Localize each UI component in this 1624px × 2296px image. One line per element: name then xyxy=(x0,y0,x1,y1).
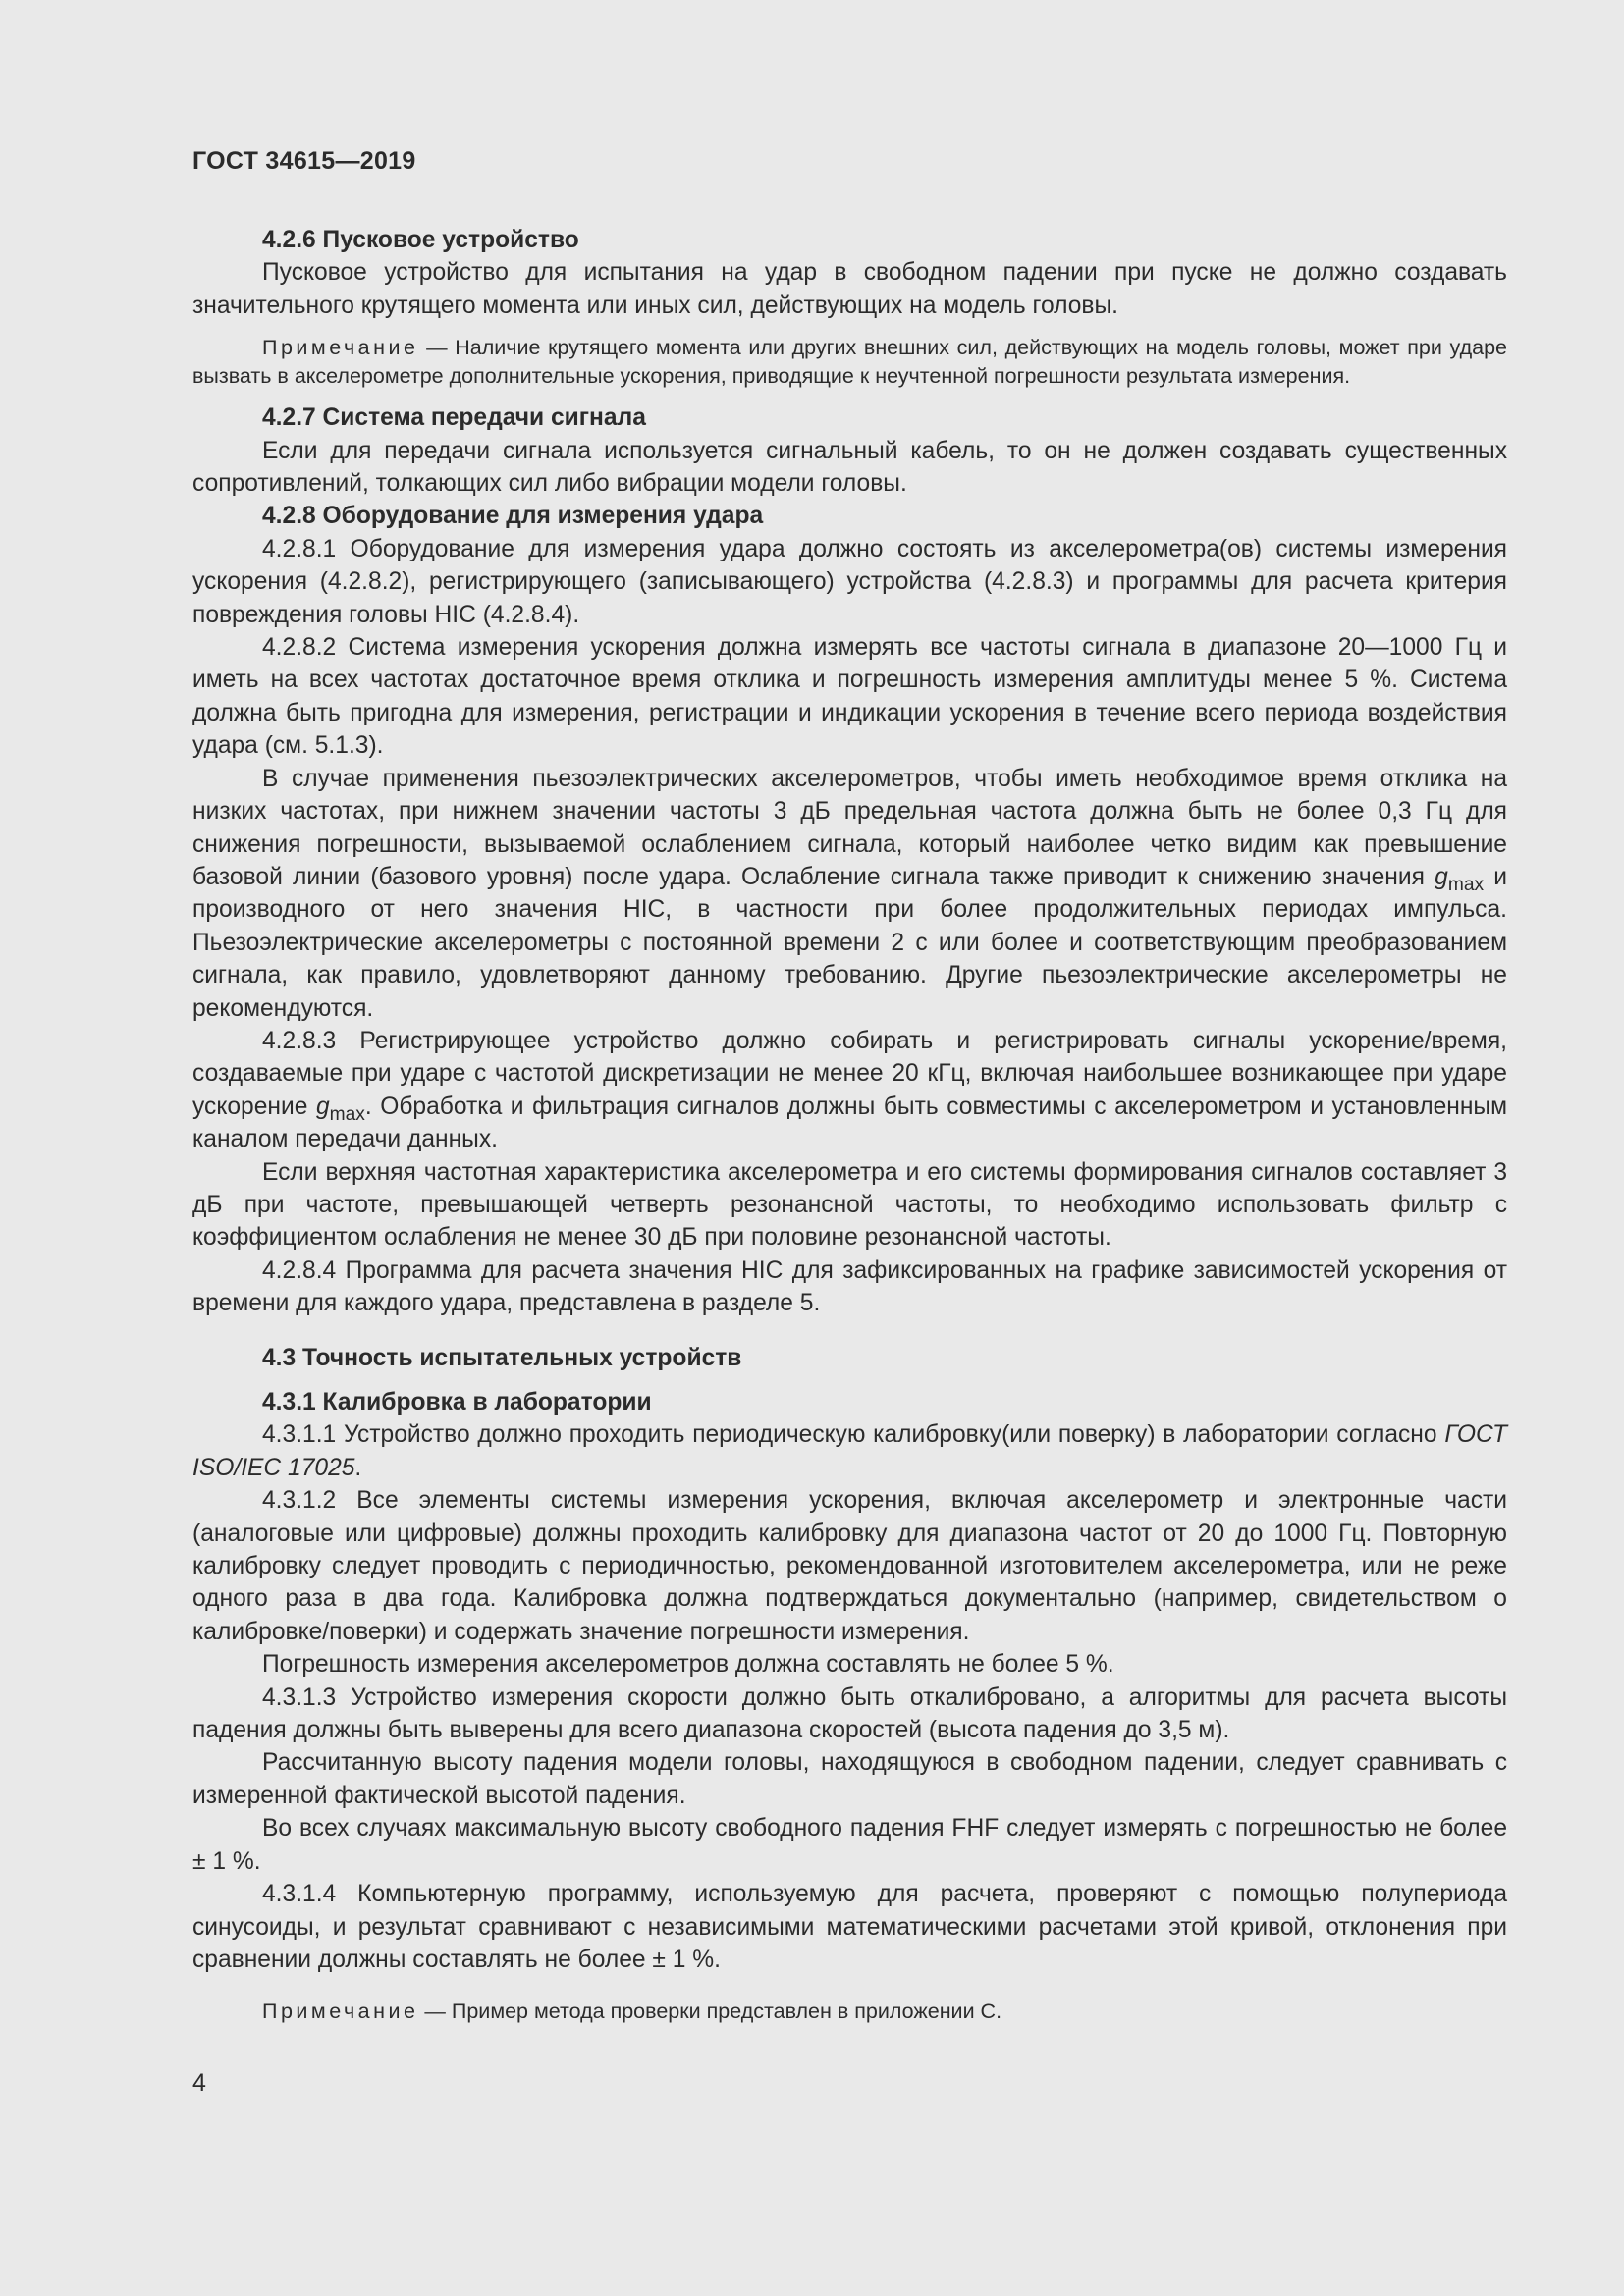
piezo-text-b: и производного от него значения HIC, в частности при более продолжительных периодах импульса. Пьезоэлектрические акселерометры с постоянной времени 2 с или более и соответствующим преобразованием сигнала, как правило, удовлетворяют данному требованию. Другие пьезоэлектрические акселерометры не рекомендуются. xyxy=(192,863,1507,1022)
max-subscript: max xyxy=(329,1103,365,1125)
page-number: 4 xyxy=(192,2069,206,2097)
paragraph-accuracy: Погрешность измерения акселерометров должна составлять не более 5 %. xyxy=(262,1651,1114,1679)
paragraph-4-3-1-3: 4.3.1.3 Устройство измерения скорости должно быть откалибровано, а алгоритмы для расчета высоты падения должны быть выверены для всего диапазона скоростей (высота падения до 3,5 м). xyxy=(192,1683,1507,1744)
section-heading-4-2-6: 4.2.6 Пусковое устройство xyxy=(262,227,579,253)
section-heading-4-2-8: 4.2.8 Оборудование для измерения удара xyxy=(262,503,764,530)
g-symbol: g xyxy=(1435,863,1448,890)
paragraph-4-2-6: Пусковое устройство для испытания на удар в свободном падении при пуске не должно создавать значительного крутящего момента или иных сил, действующих на модель головы. xyxy=(192,259,1507,319)
piezo-text-a: В случае применения пьезоэлектрических акселерометров, чтобы иметь необходимое время отклика на низких частотах, при нижнем значении частоты 3 дБ предельная частота должна быть не более 0,3 Гц для снижения погрешности, вызываемой ослаблением сигнала, который наиболее четко видим как превышение базовой линии (базового уровня) после удара. Ослабление сигнала также приводит к снижению значения xyxy=(192,765,1507,890)
document-body xyxy=(192,224,1507,2026)
paragraph-4-2-8-1: 4.2.8.1 Оборудование для измерения удара должно состоять из акселерометра(ов) системы измерения ускорения (4.2.8.2), регистрирующего (записывающего) устройства (4.2.8.3) и программы для расчета критерия повреждения головы HIC (4.2.8.4). xyxy=(192,535,1507,628)
p4311-text-b: . xyxy=(354,1454,362,1481)
paragraph-4-3-1-2: 4.3.1.2 Все элементы системы измерения ускорения, включая акселерометр и электронные части (аналоговые или цифровые) должны проходить калибровку для диапазона частот от 20 до 1000 Гц. Повторную калибровку следует проводить с периодичностью, рекомендованной изготовителем акселерометра, или не реже одного раза в два года. Калибровка должна подтверждаться документально (например, свидетельством о калибровке/поверки) и содержать значение погрешности измерения. xyxy=(192,1487,1507,1645)
note-text: — Наличие крутящего момента или других внешних сил, действующих на модель головы, может при ударе вызвать в акселерометре дополнительные ускорения, приводящие к неучтенной погрешности результата измерения. xyxy=(192,336,1507,388)
p4283-text-a: 4.2.8.3 Регистрирующее устройство должно собирать и регистрировать сигналы ускорение/время, создаваемые при ударе с частотой дискретизации не менее 20 кГц, включая наибольшее возникающее при ударе ускорение xyxy=(192,1027,1507,1120)
section-heading-4-3: 4.3 Точность испытательных устройств xyxy=(262,1344,742,1371)
note-4-2-6 xyxy=(192,334,1507,390)
g-symbol: g xyxy=(315,1093,330,1120)
paragraph-4-3-1-4: 4.3.1.4 Компьютерную программу, используемую для расчета, проверяют с помощью полупериода синусоиды, и результат сравнивают с независимыми математическими расчетами этой кривой, отклонения при сравнении должны составлять не более ± 1 %. xyxy=(192,1881,1507,1973)
paragraph-4-2-8-3 xyxy=(192,1025,1507,1156)
note-label: Примечание xyxy=(262,336,419,360)
document-header: ГОСТ 34615—2019 xyxy=(192,147,416,175)
note-4-3-1-4 xyxy=(192,1998,1507,2026)
p4311-text-a: 4.3.1.1 Устройство должно проходить периодическую калибровку(или поверку) в лаборатории согласно xyxy=(262,1421,1445,1449)
note-text: — Пример метода проверки представлен в приложении С. xyxy=(418,2000,1002,2024)
paragraph-calculated-height: Рассчитанную высоту падения модели головы, находящуюся в свободном падении, следует сравнивать с измеренной фактической высотой падения. xyxy=(192,1749,1507,1809)
section-heading-4-2-7: 4.2.7 Система передачи сигнала xyxy=(262,404,646,432)
paragraph-4-2-7: Если для передачи сигнала используется сигнальный кабель, то он не должен создавать существенных сопротивлений, толкающих сил либо вибрации модели головы. xyxy=(192,437,1507,498)
paragraph-fhf: Во всех случаях максимальную высоту свободного падения FHF следует измерять с погрешностью не более ± 1 %. xyxy=(192,1815,1507,1875)
section-heading-4-3-1: 4.3.1 Калибровка в лаборатории xyxy=(262,1389,652,1415)
p4283-text-b: . Обработка и фильтрация сигналов должны быть совместимы с акселерометром и установленным каналом передачи данных. xyxy=(192,1093,1508,1153)
paragraph-4-2-8-4: 4.2.8.4 Программа для расчета значения HIC для зафиксированных на графике зависимостей ускорения от времени для каждого удара, представлена в разделе 5. xyxy=(192,1256,1507,1317)
note-label: Примечание xyxy=(262,2000,419,2024)
standard-reference: ГОСТ ISO/IEC 17025 xyxy=(192,1421,1507,1481)
paragraph-4-2-8-2: 4.2.8.2 Система измерения ускорения должна измерять все частоты сигнала в диапазоне 20—1000 Гц и иметь на всех частотах достаточное время отклика и погрешность измерения амплитуды менее 5 %. Система должна быть пригодна для измерения, регистрации и индикации ускорения в течение всего периода воздействия удара (см. 5.1.3). xyxy=(192,634,1507,760)
paragraph-4-3-1-1 xyxy=(192,1418,1507,1484)
paragraph-frequency: Если верхняя частотная характеристика акселерометра и его системы формирования сигналов составляет 3 дБ при частоте, превышающей четверть резонансной частоты, то необходимо использовать фильтр с коэффициентом ослабления не менее 30 дБ при половине резонансной частоты. xyxy=(192,1158,1507,1252)
paragraph-piezo xyxy=(192,763,1507,1025)
max-subscript: max xyxy=(1447,874,1485,895)
